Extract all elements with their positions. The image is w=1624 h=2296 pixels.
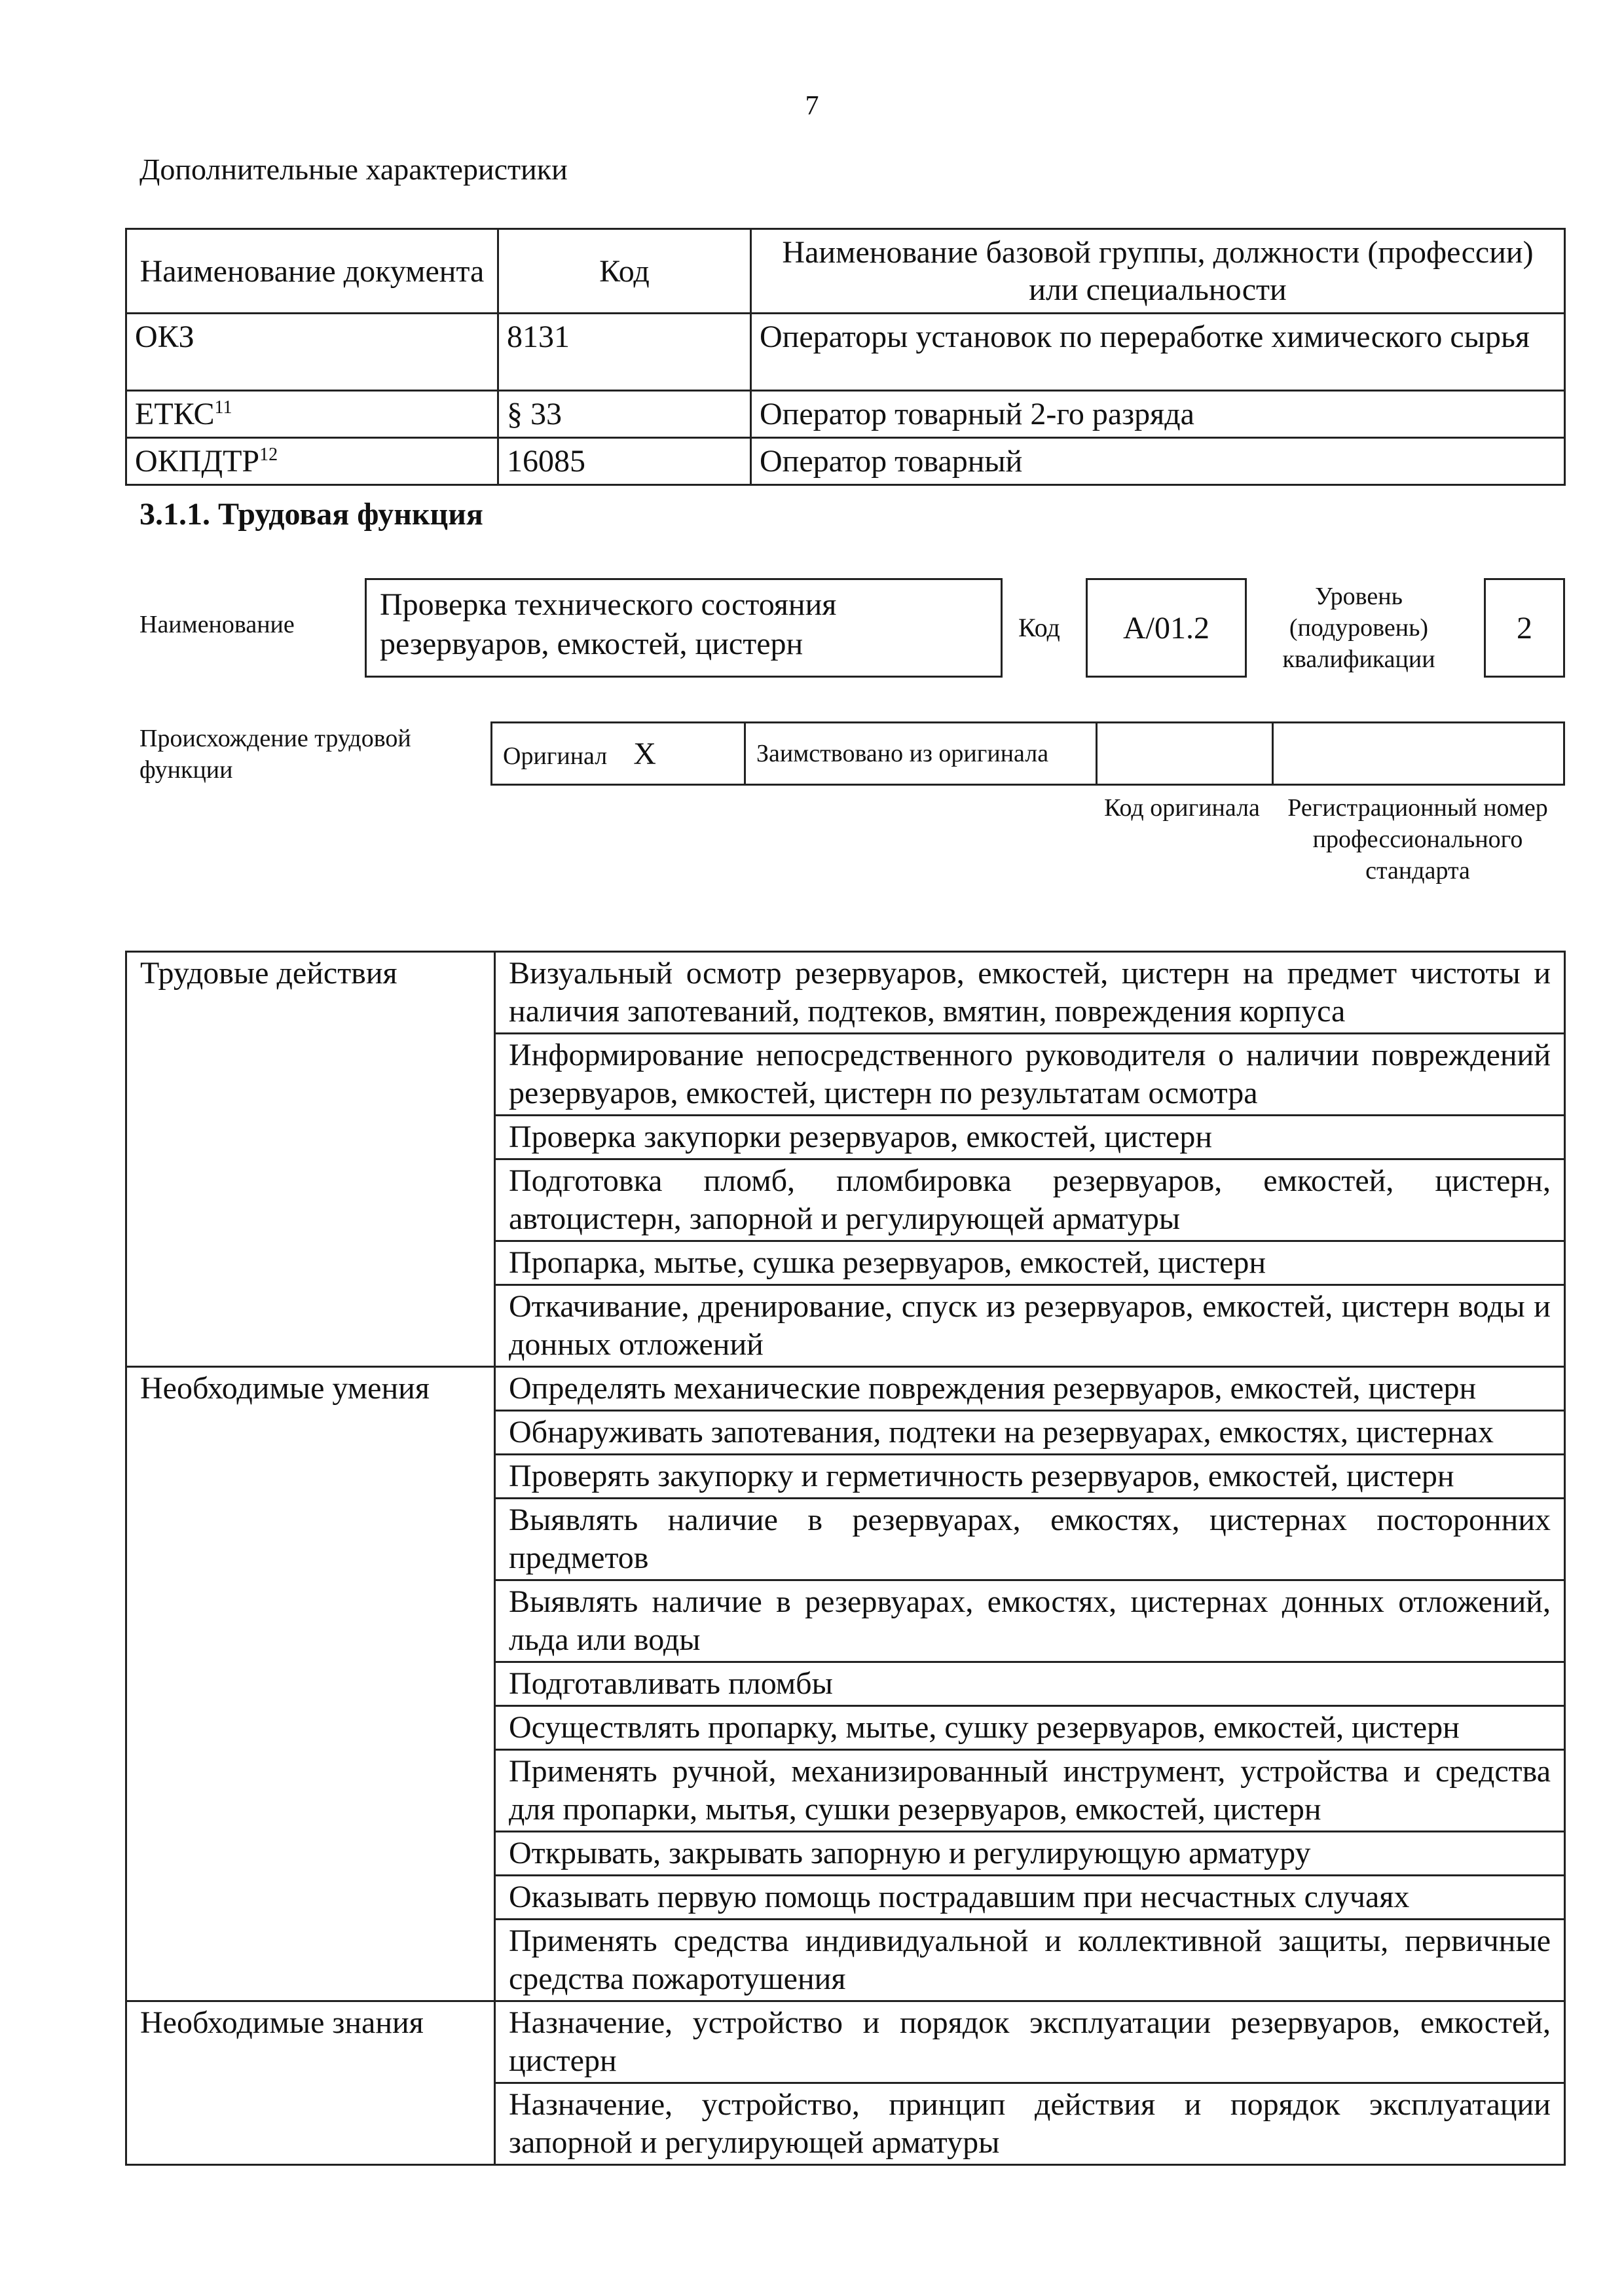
function-heading: 3.1.1. Трудовая функция xyxy=(139,497,483,532)
list-item: Подготавливать пломбы xyxy=(495,1662,1565,1706)
code-cell: 16085 xyxy=(498,438,751,485)
header-document: Наименование документа xyxy=(126,229,498,314)
list-item: Назначение, устройство и порядок эксплуатации резервуаров, емкостей, цистерн xyxy=(495,2001,1565,2083)
function-code-label: Код xyxy=(1018,613,1060,642)
original-code-cell xyxy=(1097,723,1273,785)
original-code-caption: Код оригинала xyxy=(1104,794,1260,822)
origin-table xyxy=(490,721,1565,786)
labor-function-table xyxy=(125,951,1566,2166)
category-cell: Необходимые умения xyxy=(126,1367,495,2001)
list-item: Открывать, закрывать запорную и регулирующую арматуру xyxy=(495,1832,1565,1876)
section-title: Дополнительные характеристики xyxy=(139,153,568,186)
doc-footnote: 11 xyxy=(214,397,232,418)
table-row xyxy=(126,2001,1565,2083)
list-item: Осуществлять пропарку, мытье, сушку резервуаров, емкостей, цистерн xyxy=(495,1706,1565,1750)
list-item: Применять ручной, механизированный инструмент, устройства и средства для пропарки, мытья, сушки резервуаров, емкостей, цистерн xyxy=(495,1750,1565,1832)
header-code: Код xyxy=(498,229,751,314)
doc-name: ОКПДТР xyxy=(135,444,260,479)
list-item: Оказывать первую помощь пострадавшим при несчастных случаях xyxy=(495,1876,1565,1920)
table-row xyxy=(126,391,1565,438)
qualification-level-box: 2 xyxy=(1484,578,1565,678)
labor-function-body xyxy=(126,952,1565,2165)
doc-cell xyxy=(126,314,498,391)
original-mark: X xyxy=(633,736,656,771)
group-cell: Оператор товарный 2-го разряда xyxy=(751,391,1565,438)
function-name-label: Наименование xyxy=(139,611,295,638)
registration-number-cell xyxy=(1273,723,1564,785)
code-cell: 8131 xyxy=(498,314,751,391)
list-item: Проверять закупорку и герметичность резервуаров, емкостей, цистерн xyxy=(495,1455,1565,1499)
list-item: Информирование непосредственного руководителя о наличии повреждений резервуаров, емкостей, цистерн по результатам осмотра xyxy=(495,1034,1565,1116)
group-cell: Оператор товарный xyxy=(751,438,1565,485)
table-row xyxy=(126,1367,1565,1411)
table-row xyxy=(126,314,1565,391)
characteristics-table xyxy=(125,228,1566,486)
category-cell: Трудовые действия xyxy=(126,952,495,1367)
list-item: Визуальный осмотр резервуаров, емкостей, цистерн на предмет чистоты и наличия запотеваний, подтеков, вмятин, повреждения корпуса xyxy=(495,952,1565,1034)
doc-footnote: 12 xyxy=(259,445,278,465)
code-cell: § 33 xyxy=(498,391,751,438)
origin-label: Происхождение трудовой функции xyxy=(139,725,411,784)
doc-name: ЕТКС xyxy=(135,397,215,431)
list-item: Определять механические повреждения резервуаров, емкостей, цистерн xyxy=(495,1367,1565,1411)
function-name-box: Проверка технического состояния резервуаров, емкостей, цистерн xyxy=(365,578,1003,678)
list-item: Проверка закупорки резервуаров, емкостей, цистерн xyxy=(495,1116,1565,1159)
qualification-level-label: Уровень (подуровень) квалификации xyxy=(1282,583,1435,673)
doc-name: ОКЗ xyxy=(135,319,194,354)
category-cell: Необходимые знания xyxy=(126,2001,495,2165)
table-row xyxy=(126,952,1565,1034)
list-item: Выявлять наличие в резервуарах, емкостях, цистернах донных отложений, льда или воды xyxy=(495,1580,1565,1662)
list-item: Применять средства индивидуальной и коллективной защиты, первичные средства пожаротушения xyxy=(495,1920,1565,2001)
group-cell: Операторы установок по переработке химического сырья xyxy=(751,314,1565,391)
header-group-name: Наименование базовой группы, должности (профессии) или специальности xyxy=(751,229,1565,314)
original-cell xyxy=(492,723,745,785)
registration-number-caption: Регистрационный номер профессионального стандарта xyxy=(1287,794,1548,884)
doc-cell xyxy=(126,438,498,485)
borrowed-cell: Заимствовано из оригинала xyxy=(745,723,1097,785)
origin-row xyxy=(492,723,1564,785)
page-number: 7 xyxy=(805,91,819,121)
list-item: Пропарка, мытье, сушка резервуаров, емкостей, цистерн xyxy=(495,1241,1565,1285)
doc-cell xyxy=(126,391,498,438)
original-label: Оригинал xyxy=(503,742,608,770)
function-code-box: A/01.2 xyxy=(1086,578,1247,678)
list-item: Откачивание, дренирование, спуск из резервуаров, емкостей, цистерн воды и донных отложений xyxy=(495,1285,1565,1367)
list-item: Подготовка пломб, пломбировка резервуаров, емкостей, цистерн, автоцистерн, запорной и регулирующей арматуры xyxy=(495,1159,1565,1241)
table-row xyxy=(126,438,1565,485)
characteristics-header-row xyxy=(126,229,1565,314)
list-item: Выявлять наличие в резервуарах, емкостях, цистернах посторонних предметов xyxy=(495,1499,1565,1580)
list-item: Обнаруживать запотевания, подтеки на резервуарах, емкостях, цистернах xyxy=(495,1411,1565,1455)
list-item: Назначение, устройство, принцип действия и порядок эксплуатации запорной и регулирующей арматуры xyxy=(495,2083,1565,2165)
